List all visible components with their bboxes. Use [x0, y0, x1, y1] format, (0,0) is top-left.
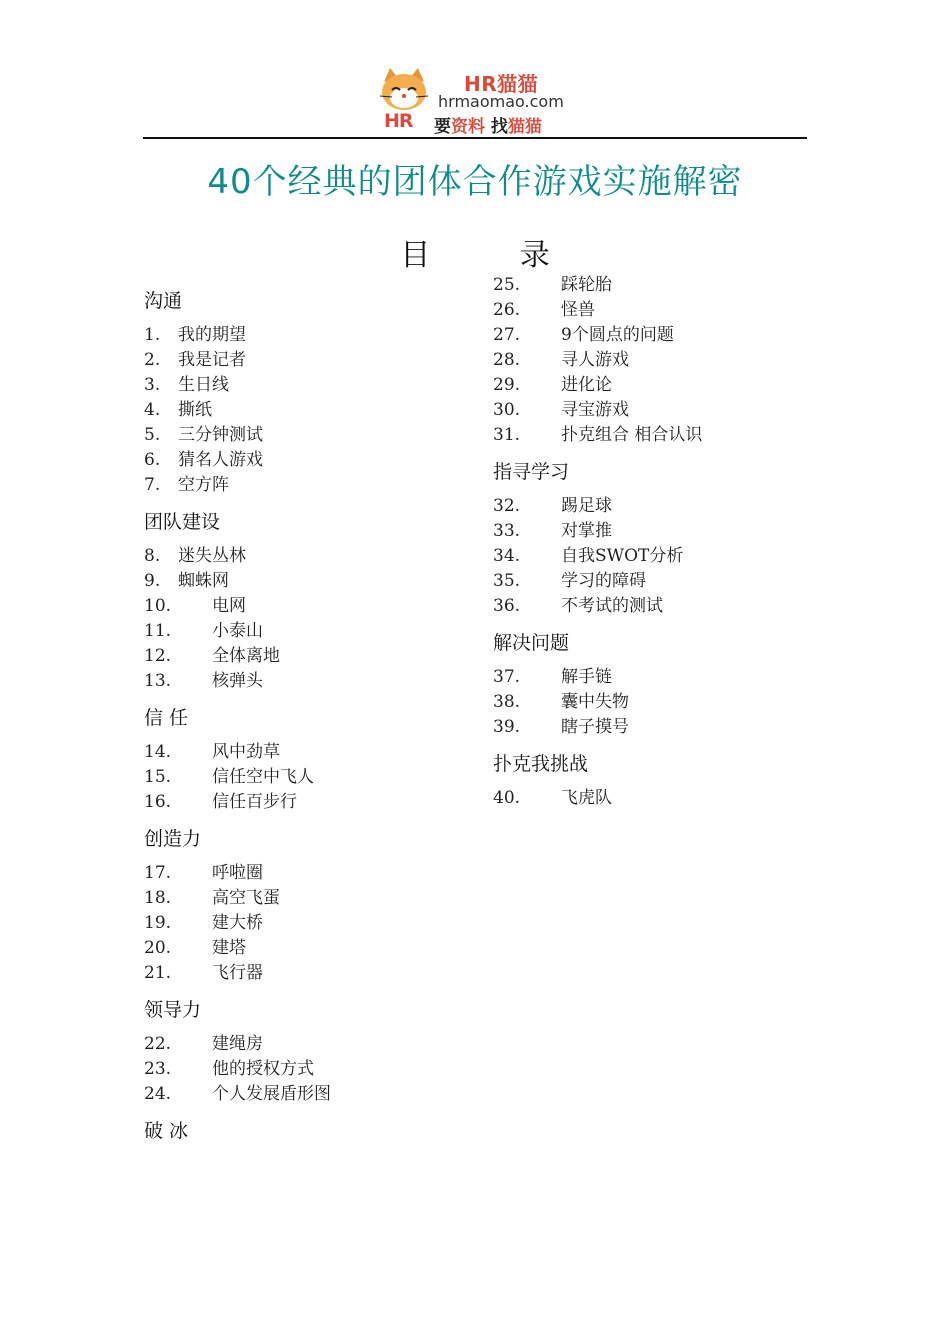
toc-entry-number: 11. — [144, 621, 172, 641]
toc-entry-number: 13. — [144, 671, 172, 691]
toc-entry — [493, 569, 813, 594]
toc-entry-number: 38. — [493, 692, 521, 712]
toc-entry-number: 36. — [493, 596, 521, 616]
toc-entry-title: 进化论 — [561, 375, 612, 395]
toc-section-heading: 沟通 — [144, 290, 183, 312]
toc-entry-title: 信任百步行 — [212, 792, 297, 812]
toc-entry-title: 自我SWOT分析 — [561, 546, 684, 566]
toc-entry — [493, 323, 813, 348]
toc-entry-title: 高空飞蛋 — [212, 888, 280, 908]
toc-entry — [144, 619, 464, 644]
toc-entry-number: 34. — [493, 546, 521, 566]
toc-entry — [144, 473, 464, 498]
toc-entry-number: 40. — [493, 788, 521, 808]
toc-entry-number: 24. — [144, 1084, 172, 1104]
toc-entry-title: 寻人游戏 — [561, 350, 629, 370]
toc-entry-title: 风中劲草 — [212, 742, 280, 762]
toc-entry-number: 37. — [493, 667, 521, 687]
toc-entry-title: 踢足球 — [561, 496, 612, 516]
toc-entry — [144, 323, 464, 348]
toc-entry-number: 35. — [493, 571, 521, 591]
toc-entry-number: 17. — [144, 863, 172, 883]
section-spacer — [144, 815, 464, 823]
toc-entry-number: 23. — [144, 1059, 172, 1079]
toc-entry — [144, 594, 464, 619]
toc-section-heading: 指寻学习 — [493, 461, 570, 483]
toc-entry-title: 小泰山 — [212, 621, 263, 641]
toc-entry-number: 9. — [144, 571, 161, 591]
toc-entry-title: 解手链 — [561, 667, 612, 687]
toc-entry-title: 怪兽 — [561, 300, 595, 320]
toc-entry — [493, 690, 813, 715]
toc-entry-title: 囊中失物 — [561, 692, 629, 712]
brand-slogan: 要资料 找猫猫 — [434, 117, 542, 137]
toc-entry-title: 撕纸 — [178, 400, 212, 420]
toc-section-heading: 扑克我挑战 — [493, 753, 589, 775]
toc-entry — [144, 740, 464, 765]
toc-entry-number: 6. — [144, 450, 161, 470]
toc-section-heading: 领导力 — [144, 999, 202, 1021]
toc-heading: 目 录 — [400, 238, 590, 273]
toc-entry — [144, 886, 464, 911]
toc-entry — [144, 765, 464, 790]
toc-entry — [144, 1032, 464, 1057]
toc-section-heading: 创造力 — [144, 828, 202, 850]
toc-entry-number: 16. — [144, 792, 172, 812]
section-spacer — [144, 986, 464, 994]
toc-left-column — [144, 285, 464, 1153]
toc-entry-number: 19. — [144, 913, 172, 933]
toc-entry — [493, 348, 813, 373]
toc-entry — [493, 373, 813, 398]
toc-entry-number: 18. — [144, 888, 172, 908]
toc-entry-number: 31. — [493, 425, 521, 445]
toc-entry — [144, 911, 464, 936]
toc-entry-number: 5. — [144, 425, 161, 445]
toc-entry — [493, 273, 813, 298]
toc-entry-number: 32. — [493, 496, 521, 516]
toc-entry-title: 9个圆点的问题 — [561, 325, 674, 345]
toc-entry — [144, 1082, 464, 1107]
toc-entry — [144, 544, 464, 569]
toc-entry-number: 10. — [144, 596, 172, 616]
toc-entry-number: 7. — [144, 475, 161, 495]
toc-entry-title: 扑克组合 相合认识 — [561, 425, 703, 445]
toc-entry — [144, 569, 464, 594]
toc-entry-title: 瞎子摸号 — [561, 717, 629, 737]
toc-entry-title: 蜘蛛网 — [178, 571, 229, 591]
toc-entry-number: 4. — [144, 400, 161, 420]
section-spacer — [493, 619, 813, 627]
toc-entry-title: 飞虎队 — [561, 788, 612, 808]
section-spacer — [144, 498, 464, 506]
section-spacer — [493, 448, 813, 456]
toc-entry — [144, 790, 464, 815]
toc-entry-title: 电网 — [212, 596, 246, 616]
toc-entry-title: 呼啦圈 — [212, 863, 263, 883]
toc-entry-number: 15. — [144, 767, 172, 787]
toc-entry-title: 生日线 — [178, 375, 229, 395]
toc-entry-number: 29. — [493, 375, 521, 395]
toc-entry-title: 学习的障碍 — [561, 571, 646, 591]
toc-entry-title: 个人发展盾形图 — [212, 1084, 331, 1104]
toc-entry-number: 20. — [144, 938, 172, 958]
toc-entry — [493, 398, 813, 423]
toc-entry — [493, 494, 813, 519]
section-spacer — [144, 1107, 464, 1115]
toc-entry-title: 我是记者 — [178, 350, 246, 370]
toc-entry-title: 他的授权方式 — [212, 1059, 314, 1079]
section-spacer — [144, 694, 464, 702]
document-title: 40个经典的团体合作游戏实施解密 — [207, 162, 743, 202]
toc-entry — [493, 594, 813, 619]
toc-entry-number: 21. — [144, 963, 172, 983]
toc-entry-number: 22. — [144, 1034, 172, 1054]
toc-entry-number: 39. — [493, 717, 521, 737]
toc-entry — [144, 423, 464, 448]
toc-entry-title: 空方阵 — [178, 475, 229, 495]
toc-entry — [144, 348, 464, 373]
toc-entry-number: 1. — [144, 325, 161, 345]
toc-entry-number: 12. — [144, 646, 172, 666]
toc-entry-number: 30. — [493, 400, 521, 420]
toc-entry-number: 3. — [144, 375, 161, 395]
toc-entry — [493, 665, 813, 690]
toc-entry-number: 28. — [493, 350, 521, 370]
toc-entry — [144, 861, 464, 886]
toc-entry-title: 建绳房 — [212, 1034, 263, 1054]
toc-entry — [493, 423, 813, 448]
hr-mark: HR — [384, 110, 413, 132]
header-divider — [143, 137, 807, 139]
toc-entry-number: 27. — [493, 325, 521, 345]
toc-entry-number: 25. — [493, 275, 521, 295]
toc-entry-title: 飞行器 — [212, 963, 263, 983]
hrmaomao-logo — [376, 68, 576, 138]
toc-entry-number: 2. — [144, 350, 161, 370]
toc-entry — [144, 448, 464, 473]
toc-entry-number: 8. — [144, 546, 161, 566]
toc-entry — [144, 1057, 464, 1082]
toc-entry-title: 建塔 — [212, 938, 246, 958]
toc-entry — [144, 936, 464, 961]
toc-entry — [493, 298, 813, 323]
toc-entry-title: 踩轮胎 — [561, 275, 612, 295]
toc-entry-title: 三分钟测试 — [178, 425, 263, 445]
toc-entry-number: 14. — [144, 742, 172, 762]
toc-entry — [493, 519, 813, 544]
toc-entry-number: 33. — [493, 521, 521, 541]
toc-entry-title: 迷失丛林 — [178, 546, 246, 566]
toc-entry-title: 不考试的测试 — [561, 596, 663, 616]
toc-entry-number: 26. — [493, 300, 521, 320]
toc-entry — [144, 961, 464, 986]
toc-entry-title: 全体离地 — [212, 646, 280, 666]
toc-entry — [144, 373, 464, 398]
toc-entry-title: 建大桥 — [212, 913, 263, 933]
section-spacer — [493, 740, 813, 748]
toc-entry-title: 对掌推 — [561, 521, 612, 541]
toc-entry — [144, 644, 464, 669]
toc-entry-title: 寻宝游戏 — [561, 400, 629, 420]
toc-entry-title: 核弹头 — [212, 671, 263, 691]
brand-name: HR猫猫 — [464, 72, 539, 96]
toc-entry-title: 信任空中飞人 — [212, 767, 314, 787]
toc-section-heading: 团队建设 — [144, 511, 221, 533]
toc-entry-title: 猜名人游戏 — [178, 450, 263, 470]
toc-right-column — [493, 273, 813, 811]
toc-entry — [144, 398, 464, 423]
toc-entry — [493, 786, 813, 811]
toc-section-heading: 破 冰 — [144, 1120, 189, 1142]
toc-entry — [144, 669, 464, 694]
toc-entry — [493, 715, 813, 740]
brand-domain: hrmaomao.com — [438, 92, 564, 111]
toc-section-heading: 信 任 — [144, 707, 189, 729]
toc-entry-title: 我的期望 — [178, 325, 246, 345]
toc-section-heading: 解决问题 — [493, 632, 570, 654]
toc-entry — [493, 544, 813, 569]
